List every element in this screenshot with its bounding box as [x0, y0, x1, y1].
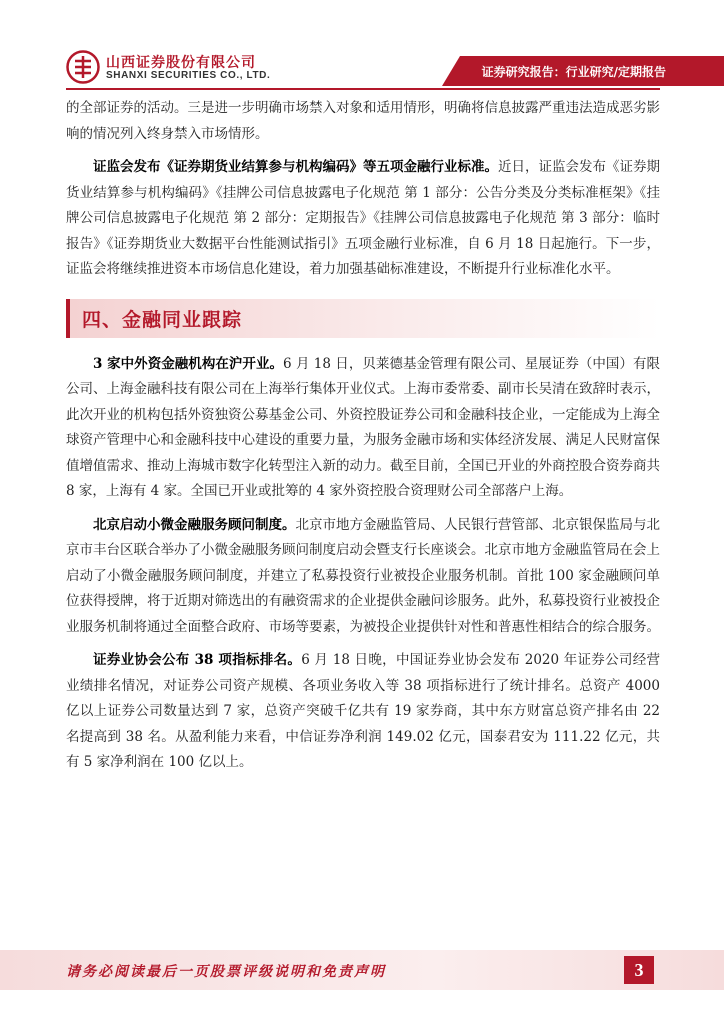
paragraph-sac-rankings: [66, 648, 660, 776]
paragraph-lead: 3 家中外资金融机构在沪开业。: [93, 355, 284, 372]
paragraph-lead: 证监会发布《证券期货业结算参与机构编码》等五项金融行业标准。: [93, 159, 498, 175]
page-number: 3: [624, 956, 654, 984]
report-type-banner: [460, 56, 724, 86]
page-footer: [0, 950, 724, 990]
paragraph-lead: 证券业协会公布 38 项指标排名。: [93, 652, 302, 668]
paragraph-body: 6 月 18 日晚，中国证券业协会发布 2020 年证券公司经营业绩排名情况，对证券公司资产规模、各项业务收入等 38 项指标进行了统计排名。总资产 4000 亿以上证券公司数量达到 7 家，总资产突破千亿共有 19 家券商，其中东方财富总资产排名由 22 名提高到 38 名。从盈利能力来看，中信证券净利润 149.02 亿元，国泰君安为 111.22 亿元，共有 5 家净利润在 100 亿以上。: [66, 652, 660, 770]
page-header: [0, 0, 724, 96]
paragraph-foreign-institutions: [66, 352, 660, 505]
paragraph-beijing-microfinance: [66, 513, 660, 641]
header-divider: [66, 88, 660, 90]
paragraph-lead: 北京启动小微金融服务顾问制度。: [93, 516, 296, 533]
report-type-label: 证券研究报告：行业研究/定期报告: [481, 65, 666, 79]
paragraph-body: 北京市地方金融监管局、人民银行营管部、北京银保监局与北京市丰台区联合举办了小微金融服务顾问制度启动会暨支行长座谈会。北京市地方金融监管局在会上启动了小微金融服务顾问制度，并建立了私募投资行业被投企业服务机制。首批 100 家金融顾问单位获得授牌，将于近期对筛选出的有融资需求的企业提供金融问诊服务。此外，私募投资行业被投企业服务机制将通过全面整合政府、市场等要素，为被投企业提供针对性和普惠性相结合的综合服务。: [66, 516, 660, 635]
company-logo-icon: [66, 50, 100, 84]
section-title: 四、金融同业跟踪: [66, 299, 660, 338]
paragraph-body: 近日，证监会发布《证券期货业结算参与机构编码》《挂牌公司信息披露电子化规范 第 1 部分：公告分类及分类标准框架》《挂牌公司信息披露电子化规范 第 2 部分：定期报告》《挂牌公司信息披露电子化规范 第 3 部分：临时报告》《证券期货业大数据平台性能测试指引》五项金融行业标准，自 6 月 18 日起施行。下一步，证监会将继续推进资本市场信息化建设，着力加强基础标准建设，不断提升行业标准化水平。: [66, 159, 660, 277]
company-name-cn: 山西证券股份有限公司: [106, 55, 256, 71]
company-name-en: SHANXI SECURITIES CO., LTD.: [106, 70, 271, 81]
paragraph-continued: 的全部证券的活动。三是进一步明确市场禁入对象和适用情形，明确将信息披露严重违法造成恶劣影响的情况列入终身禁入市场情形。: [66, 100, 660, 142]
disclaimer-notice: 请务必阅读最后一页股票评级说明和免责声明: [66, 964, 386, 980]
paragraph-csrc-standards: [66, 155, 660, 283]
page-content: [66, 96, 660, 776]
paragraph-body: 6 月 18 日，贝莱德基金管理有限公司、星展证券（中国）有限公司、上海金融科技有限公司在上海举行集体开业仪式。上海市委常委、副市长吴清在致辞时表示，此次开业的机构包括外资独资公募基金公司、外资控股证券公司和金融科技企业，一定能成为上海全球资产管理中心和金融科技中心建设的重要力量，为服务金融市场和实体经济发展、满足人民财富保值增值需求、推动上海城市数字化转型注入新的动力。截至目前，全国已开业的外商控股合资券商共 8 家，上海有 4 家。全国已开业或批筹的 4 家外资控股合资理财公司全部落户上海。: [66, 355, 661, 499]
